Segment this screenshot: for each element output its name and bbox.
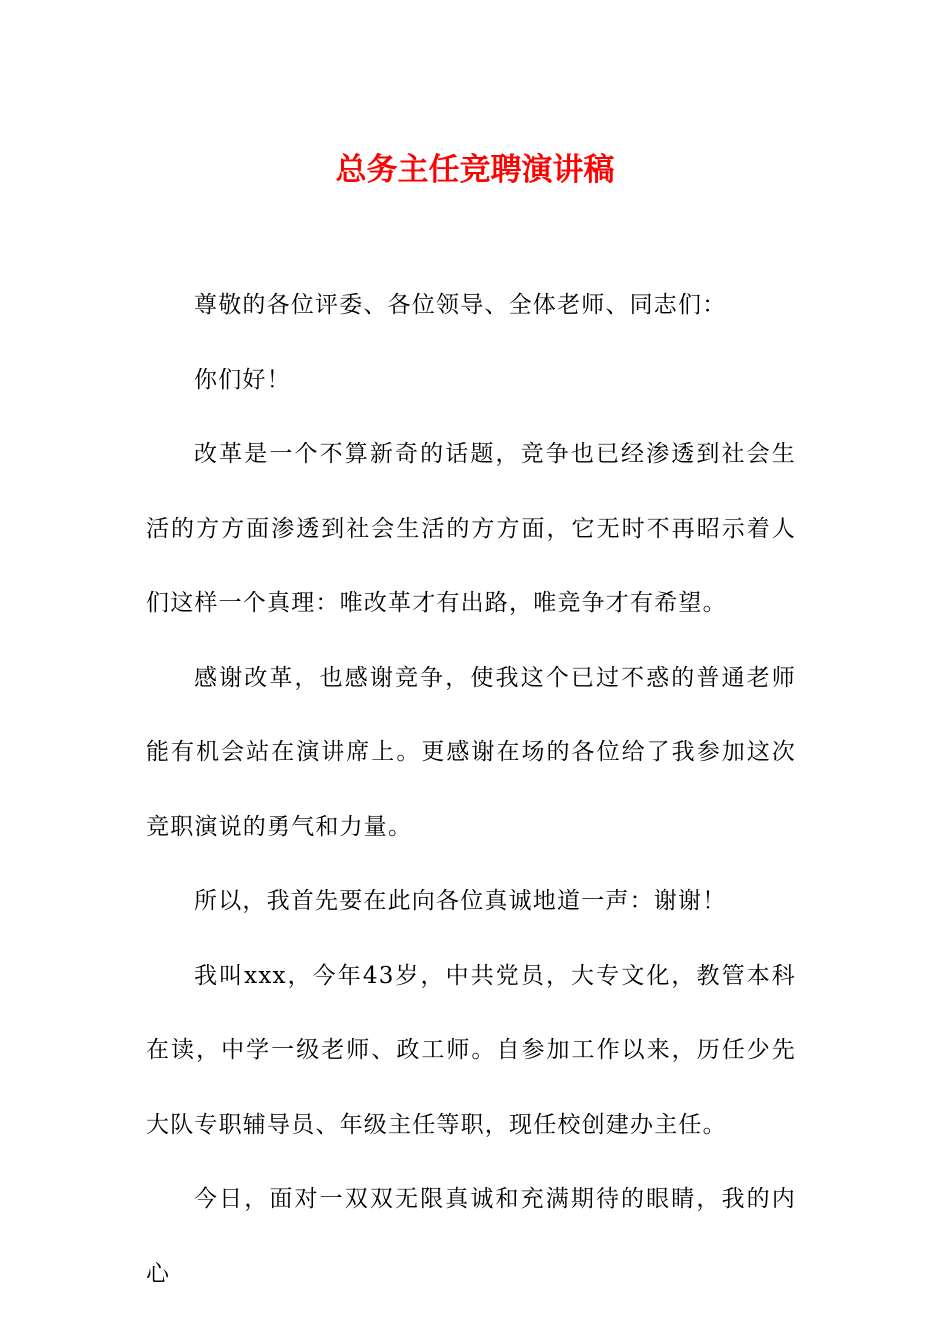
paragraph-today: 今日，面对一双双无限真诚和充满期待的眼睛，我的内心 xyxy=(146,1186,796,1287)
document-title: 总务主任竞聘演讲稿 xyxy=(335,152,615,188)
paragraph-thanks: 感谢改革，也感谢竞争，使我这个已过不惑的普通老师能有机会站在演讲席上。更感谢在场的各位给了我参加这次竞职演说的勇气和力量。 xyxy=(146,664,796,840)
paragraph-reform: 改革是一个不算新奇的话题，竞争也已经渗透到社会生活的方方面渗透到社会生活的方方面，它无时不再昭示着人们这样一个真理：唯改革才有出路，唯竞争才有希望。 xyxy=(146,441,796,616)
paragraph-introduction: 我叫xxx，今年43岁，中共党员，大专文化，教管本科在读，中学一级老师、政工师。自参加工作以来，历任少先大队专职辅导员、年级主任等职，现任校创建办主任。 xyxy=(146,962,796,1138)
paragraph-salutation: 尊敬的各位评委、各位领导、全体老师、同志们： xyxy=(194,292,727,318)
document-body xyxy=(146,268,796,1311)
paragraph-greeting: 你们好！ xyxy=(194,366,291,393)
paragraph-gratitude: 所以，我首先要在此向各位真诚地道一声：谢谢！ xyxy=(194,888,727,914)
